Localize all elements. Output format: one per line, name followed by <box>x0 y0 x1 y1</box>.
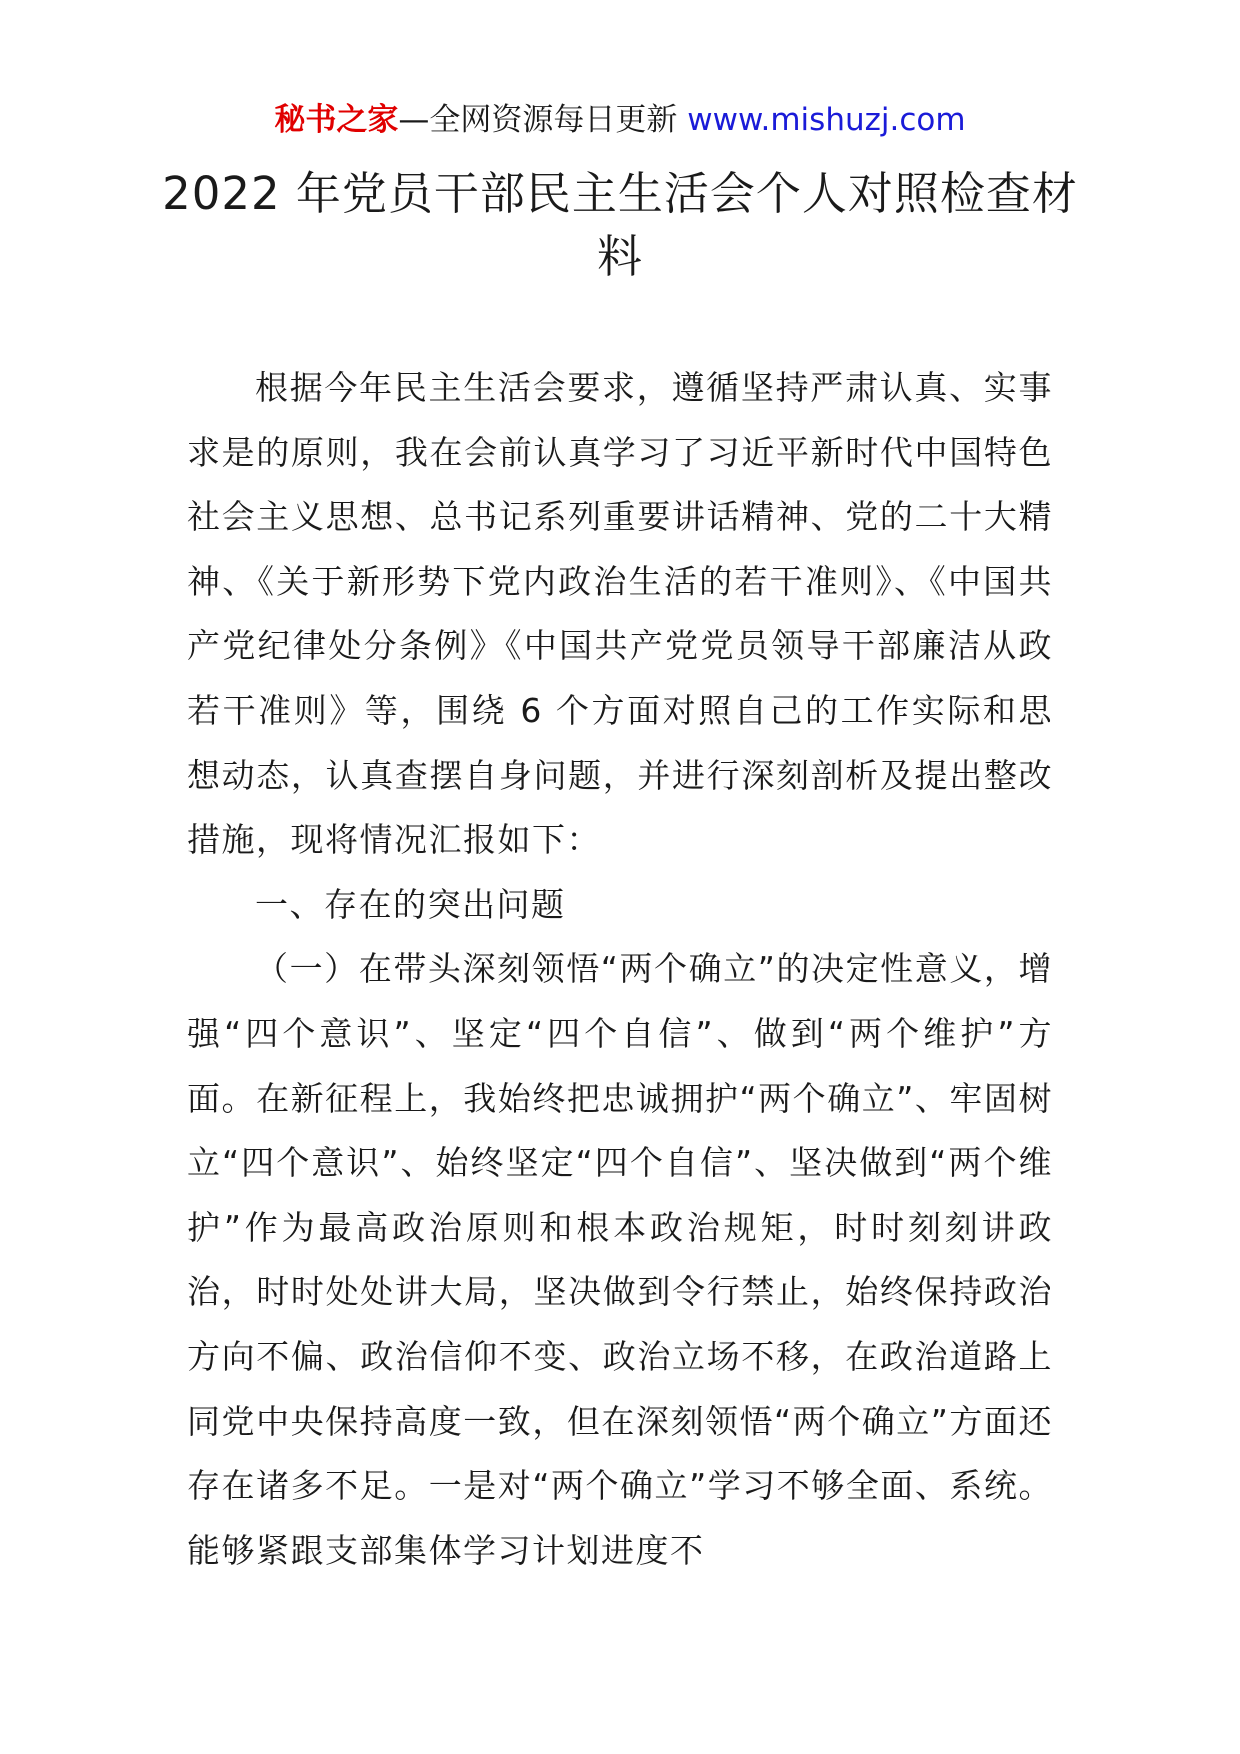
brand-name: 秘书之家 <box>274 102 399 138</box>
document-title: 2022 年党员干部民主生活会个人对照检查材料 <box>162 167 1078 283</box>
document-body <box>187 356 1053 1583</box>
header-tagline: —全网资源每日更新 <box>398 102 678 138</box>
intro-paragraph: 根据今年民主生活会要求，遵循坚持严肃认真、实事求是的原则，我在会前认真学习了习近平新时代中国特色社会主义思想、总书记系列重要讲话精神、党的二十大精神、《关于新形势下党内政治生活的若干准则》、《中国共产党纪律处分条例》《中国共产党党员领导干部廉洁从政若干准则》等，围绕 6 个方面对照自己的工作实际和思想动态，认真查摆自身问题，并进行深刻剖析及提出整改措施，现将情况汇报如下： <box>187 368 1053 860</box>
site-header <box>0 98 1240 142</box>
site-url-link[interactable]: www.mishuzj.com <box>687 102 966 138</box>
body-paragraph: （一）在带头深刻领悟“两个确立”的决定性意义，增强“四个意识”、坚定“四个自信”、做到“两个维护”方面。在新征程上，我始终把忠诚拥护“两个确立”、牢固树立“四个意识”、始终坚定“四个自信”、坚决做到“两个维护”作为最高政治原则和根本政治规矩，时时刻刻讲政治，时时处处讲大局，坚决做到令行禁止，始终保持政治方向不偏、政治信仰不变、政治立场不移，在政治道路上同党中央保持高度一致，但在深刻领悟“两个确立”方面还存在诸多不足。一是对“两个确立”学习不够全面、系统。能够紧跟支部集体学习计划进度不 <box>187 949 1053 1570</box>
section-heading: 一、存在的突出问题 <box>255 884 566 924</box>
